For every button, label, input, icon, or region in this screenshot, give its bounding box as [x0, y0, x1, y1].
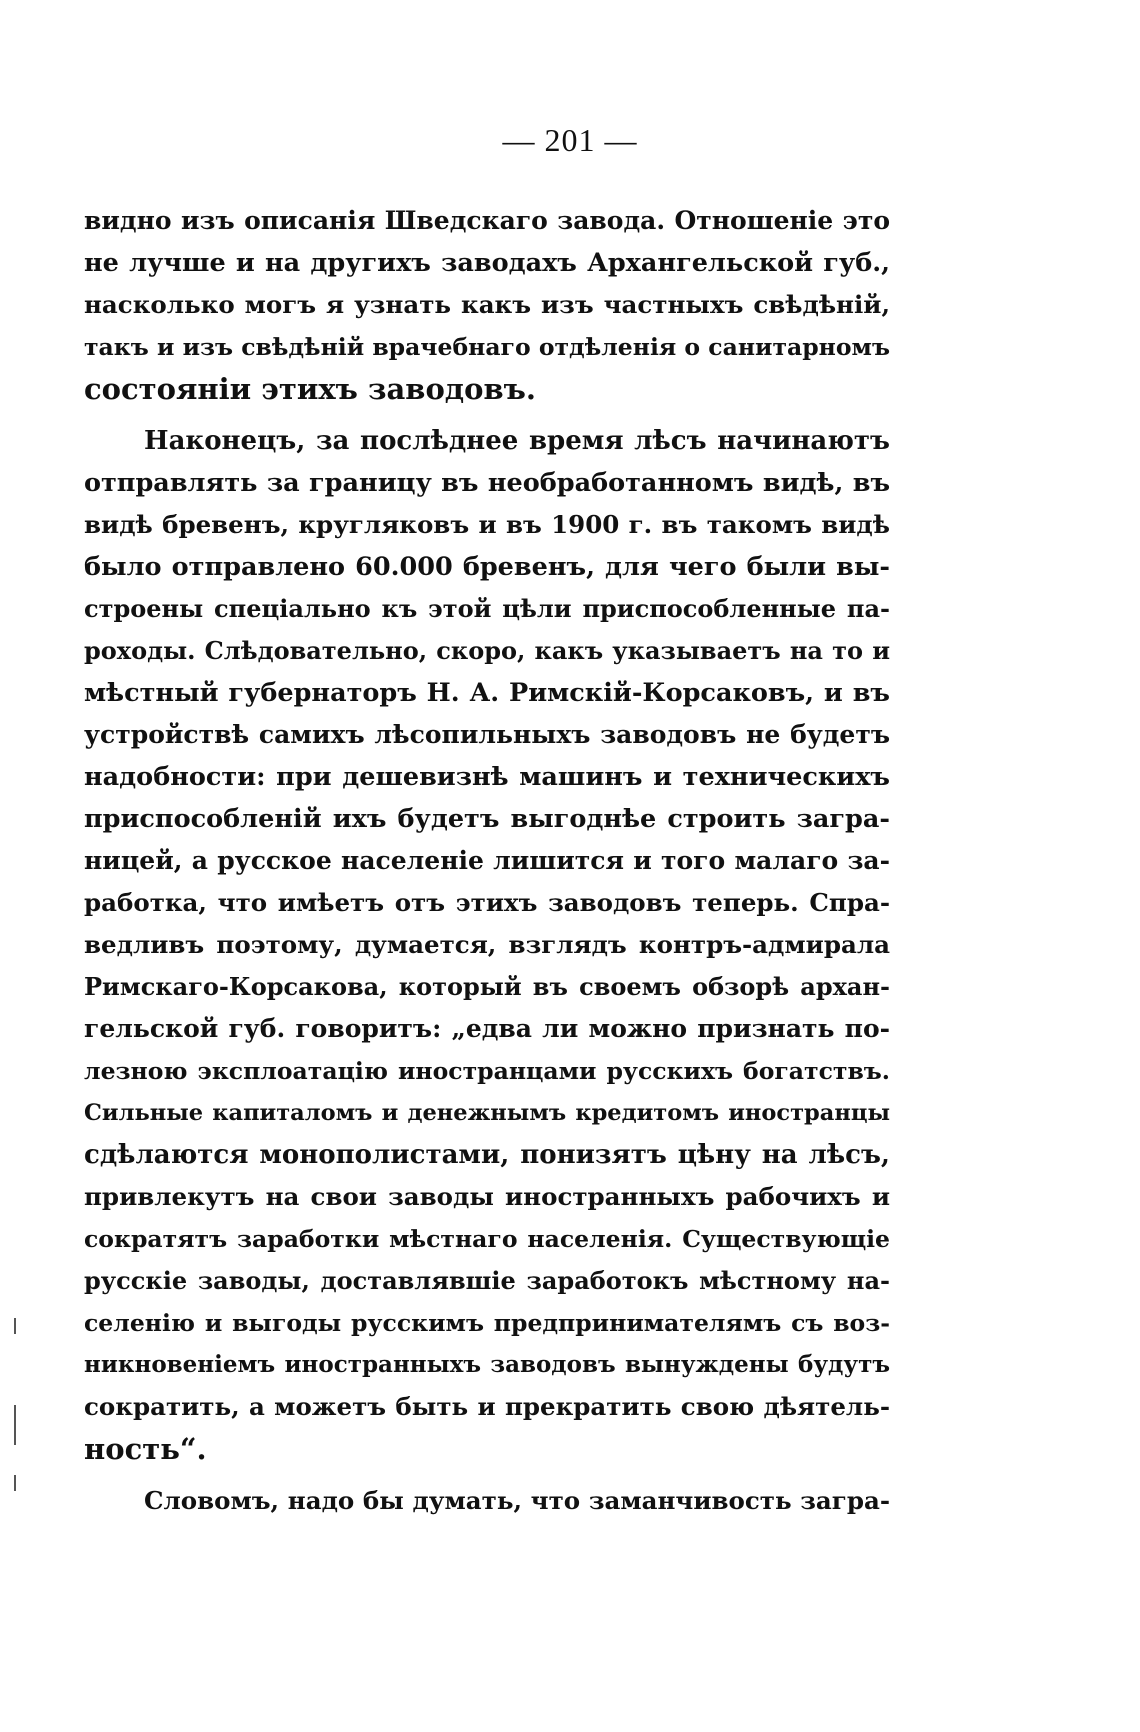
- text-line: ведливъ поэтому, думается, взглядъ контръ-адмирала: [84, 930, 890, 959]
- page-number: — 201 —: [502, 122, 638, 158]
- text-line: Сильные капиталомъ и денежнымъ кредитомъ иностранцы: [84, 1100, 890, 1126]
- text-line: никновеніемъ иностранныхъ заводовъ вынуждены будутъ: [84, 1351, 890, 1378]
- text-line: насколько могъ я узнать какъ изъ частныхъ свѣдѣній,: [84, 290, 890, 319]
- scan-artifact-mark: [14, 1475, 16, 1491]
- text-line: селенію и выгоды русскимъ предпринимателямъ съ воз-: [84, 1309, 890, 1337]
- text-line: ность“.: [84, 1432, 207, 1466]
- body-text: [84, 200, 890, 1522]
- text-line: состояніи этихъ заводовъ.: [84, 372, 536, 406]
- text-line: не лучше и на другихъ заводахъ Архангельской губ.,: [84, 248, 890, 278]
- text-line: строены спеціально къ этой цѣли приспособленные па-: [84, 594, 890, 623]
- text-line: сдѣлаются монополистами, понизятъ цѣну на лѣсъ,: [84, 1140, 890, 1170]
- text-line: работка, что имѣетъ отъ этихъ заводовъ теперь. Спра-: [84, 888, 890, 917]
- text-line: отправлять за границу въ необработанномъ видѣ, въ: [84, 468, 890, 498]
- text-line: Римскаго-Корсакова, который въ своемъ обзорѣ архан-: [84, 972, 890, 1001]
- text-line: привлекутъ на свои заводы иностранныхъ рабочихъ и: [84, 1182, 890, 1211]
- paragraph-gap: [84, 1470, 890, 1480]
- text-line: лезною эксплоатацію иностранцами русскихъ богатствъ.: [84, 1057, 890, 1085]
- text-line: видно изъ описанія Шведскаго завода. Отношеніе это: [84, 206, 890, 235]
- paragraph-gap: [84, 410, 890, 420]
- text-line: сократятъ заработки мѣстнаго населенія. Существующіе: [84, 1225, 890, 1253]
- text-line: надобности: при дешевизнѣ машинъ и техническихъ: [84, 762, 890, 792]
- text-line: устройствѣ самихъ лѣсопильныхъ заводовъ не будетъ: [84, 720, 890, 749]
- text-line: приспособленій ихъ будетъ выгоднѣе строить загра-: [84, 804, 890, 834]
- text-line: такъ и изъ свѣдѣній врачебнаго отдѣленія о санитарномъ: [84, 333, 890, 361]
- scan-artifact-mark: [14, 1405, 16, 1445]
- paragraph-2: [84, 420, 890, 1470]
- text-line: русскіе заводы, доставлявшіе заработокъ мѣстному на-: [84, 1266, 890, 1295]
- scan-artifact-mark: [14, 1318, 16, 1334]
- text-line: было отправлено 60.000 бревенъ, для чего были вы-: [84, 552, 890, 582]
- text-line: роходы. Слѣдовательно, скоро, какъ указываетъ на то и: [84, 636, 890, 665]
- text-line: видѣ бревенъ, кругляковъ и въ 1900 г. въ такомъ видѣ: [84, 510, 890, 539]
- paragraph-3: [84, 1480, 890, 1522]
- paragraph-1: [84, 200, 890, 410]
- text-line: гельской губ. говоритъ: „едва ли можно признать по-: [84, 1014, 890, 1043]
- text-line: ницей, а русское населеніе лишится и того малаго за-: [84, 846, 890, 875]
- text-line: мѣстный губернаторъ Н. А. Римскій-Корсаковъ, и въ: [84, 678, 890, 708]
- text-line: сократить, а можетъ быть и прекратить свою дѣятель-: [84, 1392, 890, 1421]
- text-line: Наконецъ, за послѣднее время лѣсъ начинаютъ: [144, 426, 890, 456]
- text-line: Словомъ, надо бы думать, что заманчивость загра-: [144, 1486, 890, 1515]
